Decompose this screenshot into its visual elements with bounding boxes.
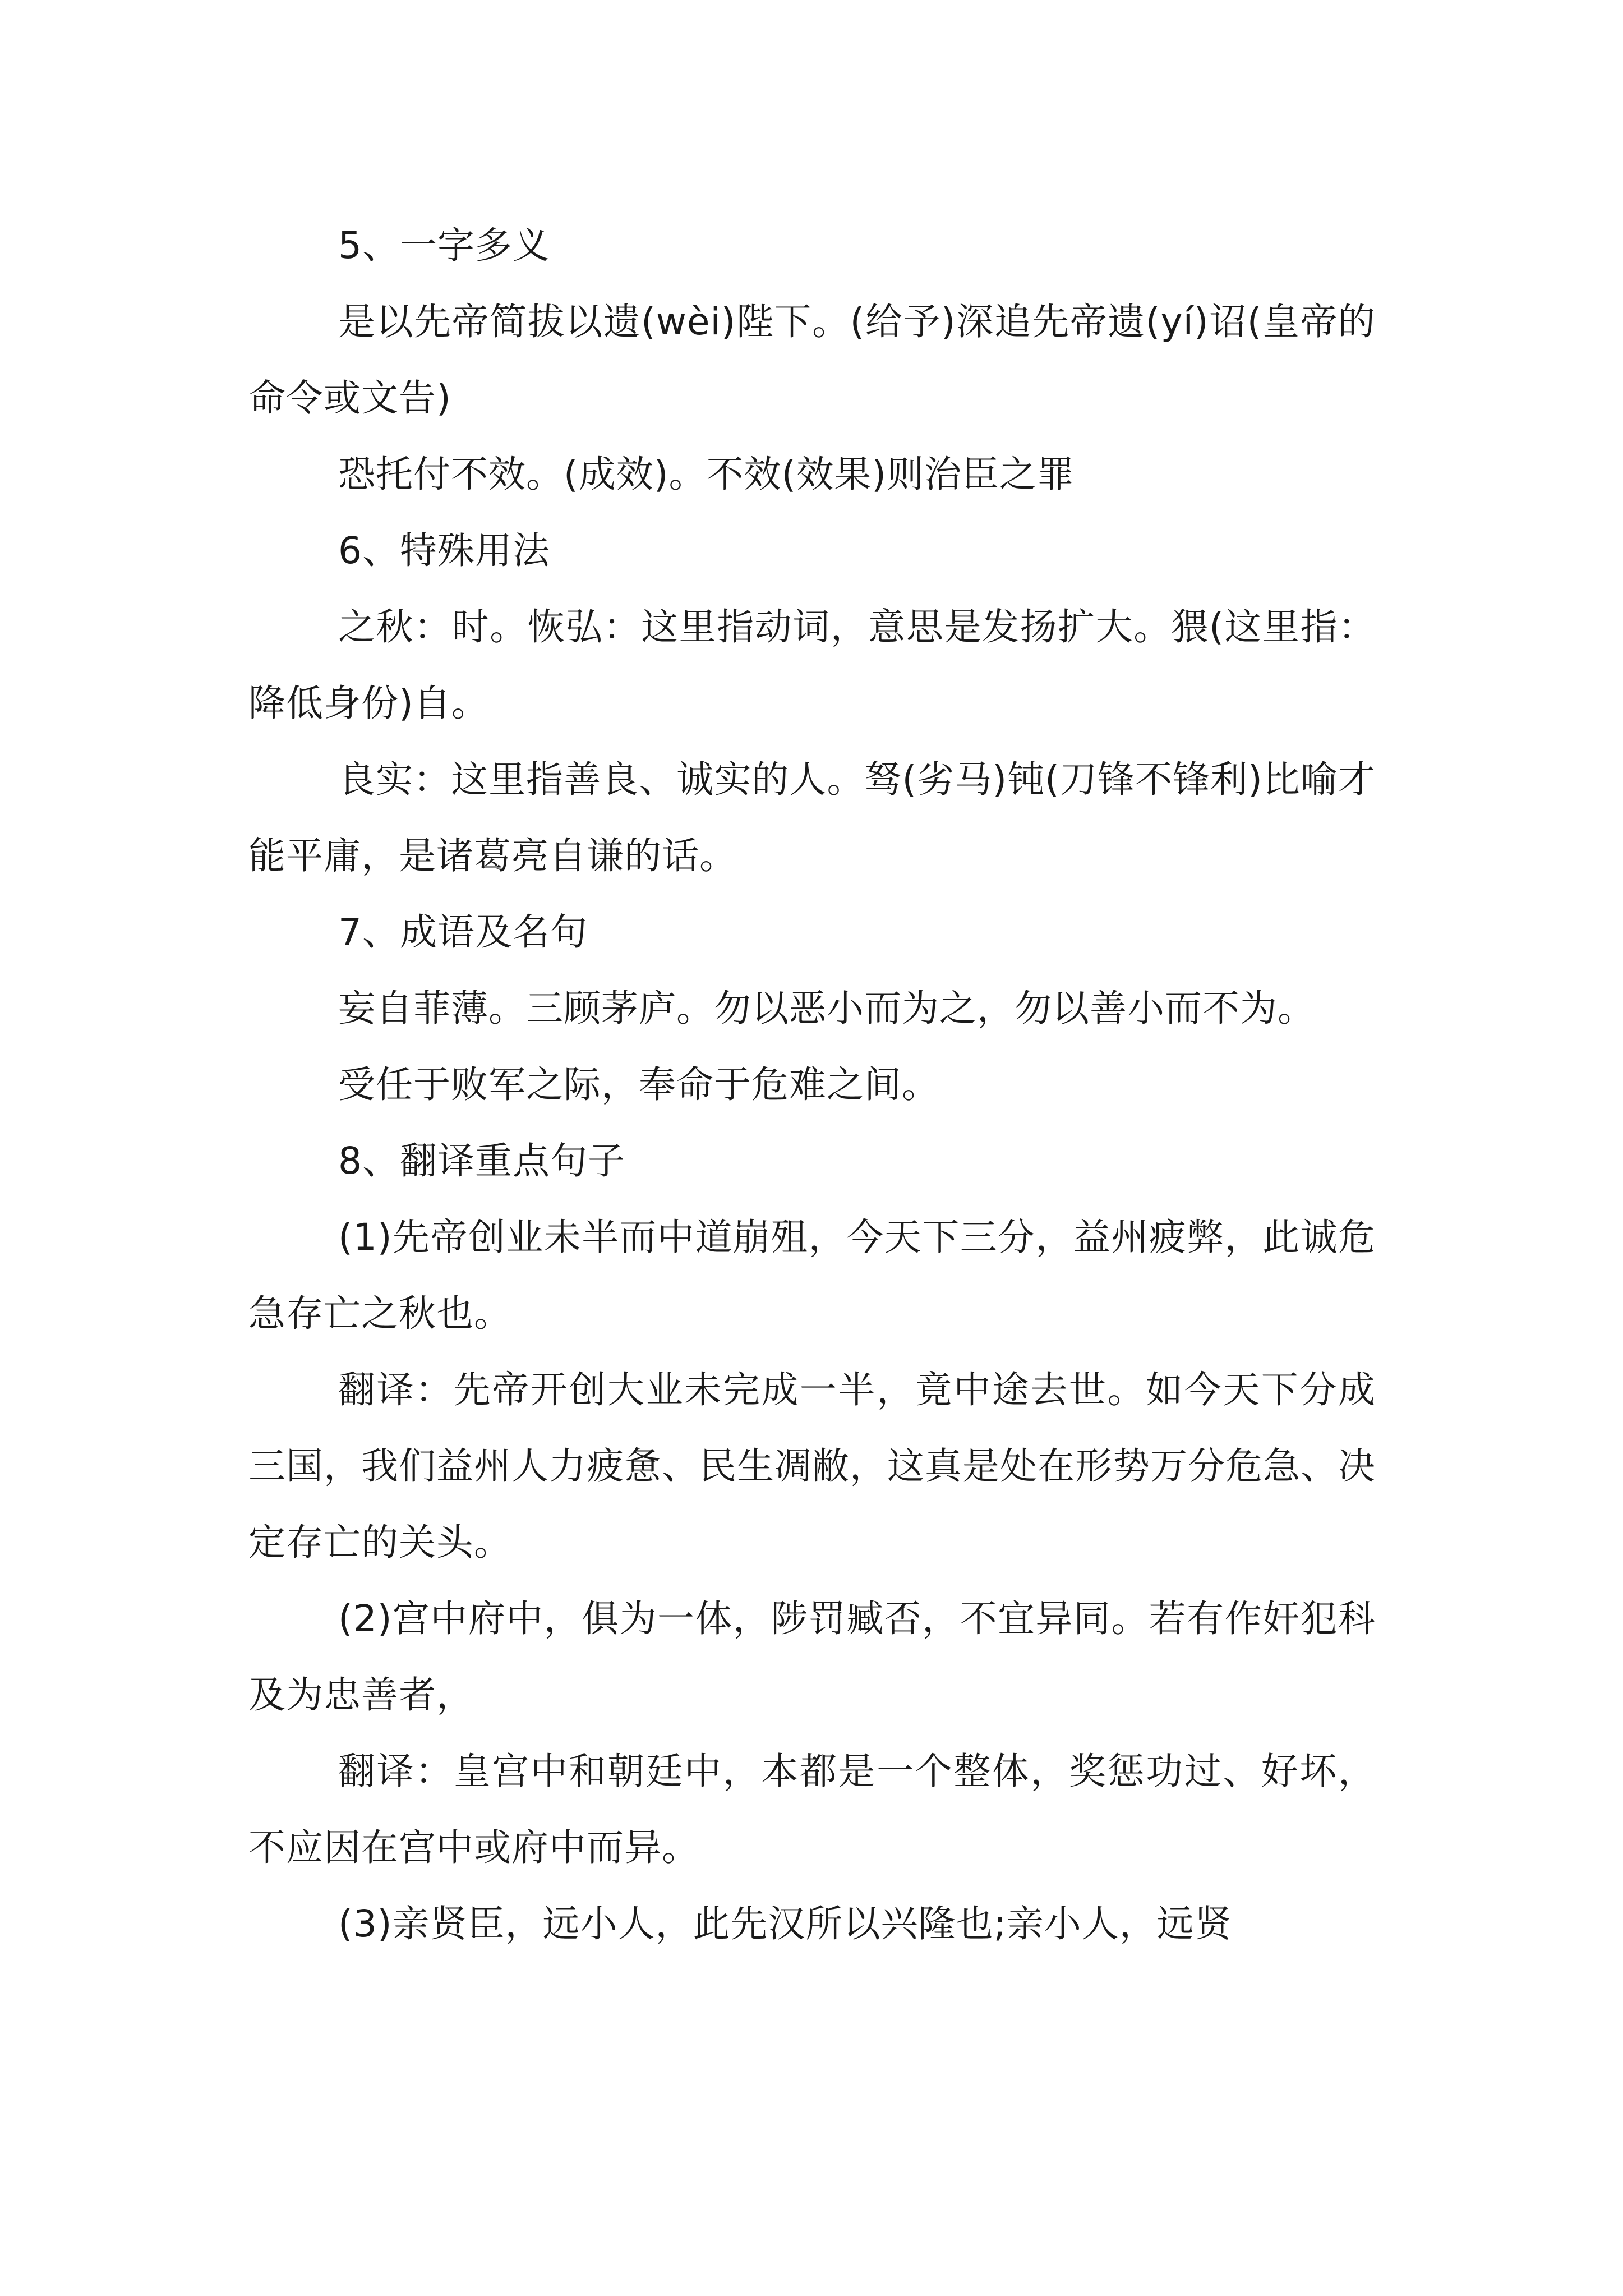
paragraph: 受任于败军之际，奉命于危难之间。 — [338, 1063, 939, 1106]
heading-translation: 8、翻译重点句子 — [338, 1139, 625, 1182]
paragraph: 良实：这里指善良、诚实的人。驽(劣马)钝(刀锋不锋利)比喻才能平庸，是诸葛亮自谦的话。 — [248, 758, 1376, 877]
paragraph: 妄自菲薄。三顾茅庐。勿以恶小而为之，勿以善小而不为。 — [338, 987, 1315, 1030]
paragraph: (3)亲贤臣，远小人，此先汉所以兴隆也;亲小人，远贤 — [338, 1902, 1232, 1945]
heading-special-usage: 6、特殊用法 — [338, 529, 550, 572]
heading-idioms: 7、成语及名句 — [338, 910, 588, 954]
document-body — [248, 208, 1376, 1962]
paragraph: 翻译：先帝开创大业未完成一半，竟中途去世。如今天下分成三国，我们益州人力疲惫、民生凋敝，这真是处在形势万分危急、决定存亡的关头。 — [248, 1368, 1376, 1564]
paragraph: 恐托付不效。(成效)。不效(效果)则治臣之罪 — [338, 453, 1075, 496]
paragraph: (2)宫中府中，俱为一体，陟罚臧否，不宜异同。若有作奸犯科及为忠善者， — [248, 1597, 1376, 1717]
paragraph: 翻译：皇宫中和朝廷中，本都是一个整体，奖惩功过、好坏，不应因在宫中或府中而异。 — [248, 1750, 1376, 1869]
paragraph: 之秋：时。恢弘：这里指动词，意思是发扬扩大。猥(这里指：降低身份)自。 — [248, 605, 1376, 725]
paragraph: 是以先帝简拔以遗(wèi)陛下。(给予)深追先帝遗(yí)诏(皇帝的命令或文告) — [248, 300, 1376, 420]
heading-polysemy: 5、一字多义 — [338, 224, 550, 267]
paragraph: (1)先帝创业未半而中道崩殂，今天下三分，益州疲弊，此诚危急存亡之秋也。 — [248, 1216, 1376, 1335]
